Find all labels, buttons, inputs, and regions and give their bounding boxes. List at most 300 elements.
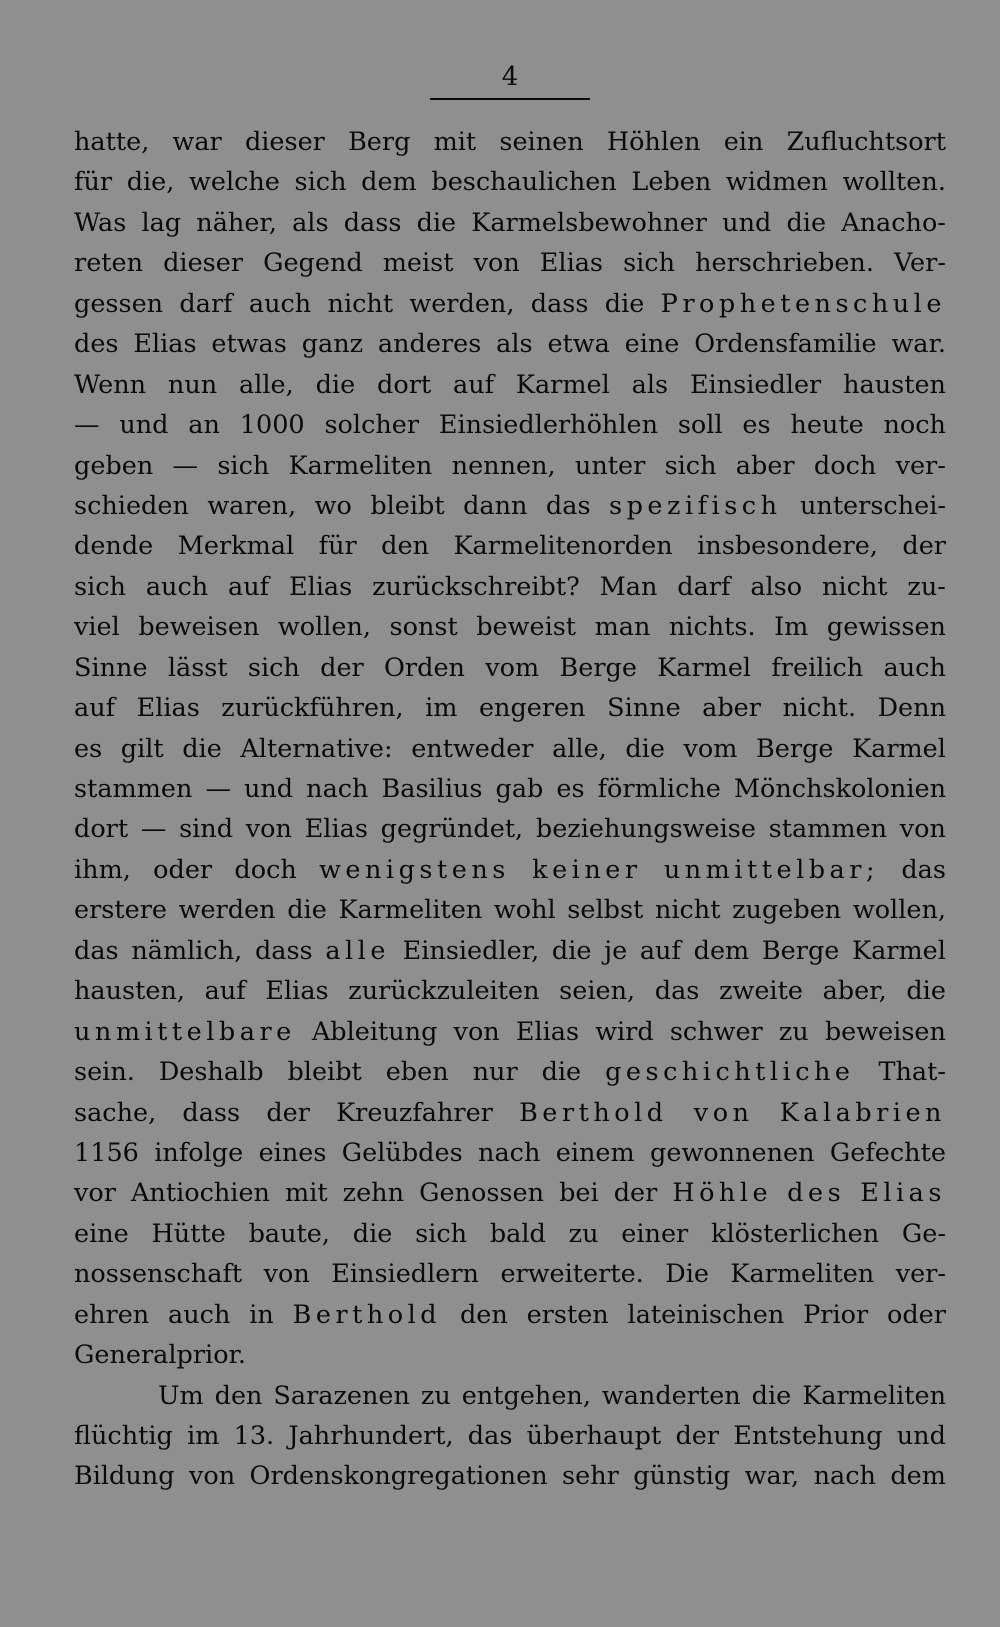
word: soll	[677, 410, 723, 441]
word: eine	[74, 1218, 129, 1249]
word: Karmelsbewohner	[471, 207, 707, 238]
word: Merkmal	[177, 531, 295, 562]
text-line	[74, 1254, 946, 1294]
word: Karmel	[657, 652, 752, 683]
word: die	[541, 1057, 582, 1088]
word: bei	[559, 1178, 599, 1209]
word: noch	[883, 410, 946, 441]
word: man	[594, 612, 651, 643]
word: wollen,	[852, 895, 946, 926]
word: dem	[693, 935, 750, 966]
word: zu	[420, 1380, 451, 1411]
word: geschichtliche	[605, 1057, 855, 1088]
word: erstere	[74, 895, 167, 926]
word: alle	[325, 935, 390, 966]
word: Ver-	[893, 248, 946, 279]
word: oder	[886, 1299, 946, 1330]
word: Um	[158, 1380, 204, 1411]
word: nennen,	[451, 450, 556, 481]
word: Karmeliten	[802, 1380, 946, 1411]
word: von	[899, 814, 946, 845]
word: der	[320, 652, 364, 683]
word: insbesondere,	[697, 531, 878, 562]
word: Ableitung	[311, 1016, 438, 1047]
text-line	[74, 1052, 946, 1092]
word: Karmelitenorden	[453, 531, 673, 562]
word: wohl	[493, 895, 556, 926]
word: auf	[453, 369, 495, 400]
word: sind	[179, 814, 234, 845]
word: in	[249, 1299, 274, 1330]
word: den	[381, 531, 430, 562]
word: dann	[463, 490, 528, 521]
word: sich	[74, 571, 126, 602]
word: auf	[204, 976, 246, 1007]
word: alle,	[552, 733, 607, 764]
text-line	[74, 243, 946, 283]
word: Ordenskongregationen	[249, 1461, 548, 1492]
text-line	[74, 931, 946, 971]
word: Generalprior.	[74, 1340, 247, 1371]
word: die	[625, 733, 665, 764]
word: Elias	[860, 1178, 946, 1209]
word: unmittelbare	[74, 1016, 296, 1047]
word: Gelübdes	[341, 1137, 463, 1168]
word: sich	[623, 248, 676, 279]
word: 1000	[239, 410, 305, 441]
word: darf	[677, 571, 731, 602]
word: aber	[702, 693, 761, 724]
word: Sarazenen	[273, 1380, 410, 1411]
word: sich	[415, 1218, 468, 1249]
text-line	[74, 1173, 946, 1213]
word: Gefechte	[829, 1137, 946, 1168]
word: dass	[182, 1097, 241, 1128]
word: keiner	[532, 854, 642, 885]
word: etwas	[211, 329, 287, 360]
word: die	[786, 207, 827, 238]
word: Genossen	[419, 1178, 545, 1209]
word: zweite	[719, 976, 803, 1007]
word: auch	[145, 571, 209, 602]
word: wollen,	[277, 612, 372, 643]
word: ganz	[301, 329, 364, 360]
text-line	[74, 1214, 946, 1254]
text-line	[74, 971, 946, 1011]
word: Höhlen	[606, 127, 701, 157]
word: auf	[228, 571, 270, 602]
word: ver-	[895, 450, 946, 481]
word: werden,	[409, 288, 515, 319]
word: die	[416, 207, 457, 238]
word: Höhle	[672, 1178, 773, 1209]
word: von	[693, 1097, 754, 1128]
word: näher,	[196, 207, 277, 238]
word: günstig	[633, 1461, 731, 1492]
text-line	[74, 1456, 946, 1496]
word: es	[556, 774, 585, 804]
word: als	[631, 369, 669, 400]
word: dende	[74, 531, 154, 562]
word: gessen	[74, 288, 164, 319]
word: zurückschreibt?	[372, 571, 580, 602]
text-line	[74, 850, 946, 890]
word: bleibt	[370, 490, 445, 521]
word: doch	[813, 450, 877, 481]
word: Deshalb	[158, 1057, 264, 1088]
word: nicht.	[782, 693, 857, 724]
word: Man	[599, 571, 658, 602]
word: Ge-	[901, 1218, 946, 1249]
text-line	[74, 1012, 946, 1052]
word: hausten	[843, 369, 946, 400]
word: Berg	[348, 127, 411, 157]
word: Antiochien	[131, 1178, 270, 1209]
word: und	[119, 410, 169, 441]
text-line	[74, 1335, 946, 1375]
word: Jahrhundert,	[288, 1421, 454, 1451]
word: von	[263, 1259, 310, 1290]
word: von	[453, 1016, 500, 1047]
word: solcher	[324, 410, 420, 441]
word: Elias	[265, 976, 329, 1007]
word: darf	[179, 288, 233, 319]
word: stammen	[768, 814, 888, 845]
word: unterschei-	[799, 490, 946, 521]
word: Einsiedler,	[402, 935, 540, 966]
text-line	[74, 526, 946, 566]
word: sein.	[74, 1057, 135, 1088]
word: nichts.	[668, 612, 756, 643]
word: das	[74, 935, 119, 966]
word: die	[315, 369, 356, 400]
text-line	[74, 203, 946, 243]
word: seien,	[559, 976, 636, 1007]
word: sich	[664, 450, 717, 481]
word: beweist	[476, 612, 577, 643]
word: die	[182, 733, 222, 764]
word: von	[245, 814, 292, 845]
text-line	[74, 365, 946, 405]
word: —	[205, 774, 231, 804]
word: Elias	[289, 571, 353, 602]
text-line	[74, 284, 946, 324]
text-line	[74, 1295, 946, 1335]
word: entweder	[411, 733, 534, 764]
page-number: 4	[501, 62, 519, 92]
word: Elias	[133, 329, 197, 360]
word: zu-	[907, 571, 946, 602]
text-line	[74, 809, 946, 849]
word: als	[496, 329, 533, 360]
word: beziehungsweise	[535, 814, 756, 845]
header-rule	[430, 98, 590, 100]
word: Die	[665, 1259, 709, 1290]
word: dort	[74, 814, 129, 845]
word: den	[214, 1380, 263, 1411]
word: Was	[74, 207, 127, 238]
word: Anacho-	[841, 207, 946, 238]
text-line	[74, 162, 946, 202]
word: nicht	[654, 895, 721, 926]
word: der	[675, 1421, 720, 1451]
word: Berge	[756, 733, 834, 764]
word: das	[901, 854, 946, 885]
word: gewonnenen	[650, 1137, 815, 1168]
word: Alternative:	[240, 733, 393, 764]
word: Leben	[631, 167, 712, 198]
word: Mönchskolonien	[733, 774, 946, 804]
text-line	[74, 729, 946, 769]
word: nur	[472, 1057, 518, 1088]
word: alle,	[239, 369, 294, 400]
word: ehren	[74, 1299, 150, 1330]
word: auch	[883, 652, 946, 683]
word: an	[188, 410, 220, 441]
word: dort	[377, 369, 432, 400]
word: sache,	[74, 1097, 157, 1128]
word: geben	[74, 450, 154, 481]
word: reten	[74, 248, 144, 279]
word: der	[613, 1178, 658, 1209]
word: auf	[639, 935, 681, 966]
word: baute,	[248, 1218, 330, 1249]
word: spezifisch	[609, 490, 782, 521]
body-text	[74, 122, 946, 1497]
word: die	[352, 1218, 393, 1249]
word: waren,	[207, 490, 297, 521]
text-line	[74, 486, 946, 526]
word: des	[787, 1178, 846, 1209]
word: Ordensfamilie	[694, 329, 877, 360]
word: nun	[167, 369, 218, 400]
word: herschrieben.	[695, 248, 874, 279]
word: wanderten	[601, 1380, 741, 1411]
word: dieser	[163, 248, 244, 279]
word: 13.	[233, 1421, 275, 1451]
word: Berge	[761, 935, 840, 966]
word: vom	[683, 733, 738, 764]
word: also	[750, 571, 803, 602]
word: von	[188, 1461, 236, 1492]
word: selbst	[567, 895, 644, 926]
word: auch	[168, 1299, 231, 1330]
word: etwa	[547, 329, 610, 360]
word: der	[266, 1097, 310, 1128]
word: Elias	[539, 248, 604, 279]
word: wo	[314, 490, 352, 521]
word: schieden	[74, 490, 189, 521]
word: aber,	[822, 976, 887, 1007]
word: Karmeliten	[288, 450, 433, 481]
word: Wenn	[74, 369, 147, 400]
word: eben	[385, 1057, 449, 1088]
word: dieser	[244, 127, 325, 157]
word: ersten	[526, 1299, 609, 1330]
word: nicht	[327, 288, 394, 319]
word: That-	[878, 1057, 946, 1088]
word: dass	[254, 935, 313, 966]
word: seinen	[499, 127, 584, 157]
word: Karmeliten	[338, 895, 483, 926]
word: dem	[361, 167, 417, 198]
word: gab	[495, 774, 544, 804]
word: viel	[74, 612, 120, 643]
word: eines	[258, 1137, 327, 1168]
word: dem	[890, 1461, 946, 1492]
word: Einsiedlerhöhlen	[438, 410, 659, 441]
word: nämlich,	[131, 935, 243, 966]
word: gewissen	[826, 612, 946, 643]
text-line	[74, 648, 946, 688]
word: beschaulichen	[431, 167, 617, 198]
word: sich	[294, 167, 347, 198]
text-line	[74, 890, 946, 930]
text-line	[74, 1133, 946, 1173]
word: Entstehung	[733, 1421, 883, 1451]
word: Karmel	[852, 935, 946, 966]
word: das	[545, 490, 591, 521]
word: entgehen,	[461, 1380, 591, 1411]
word: die	[906, 976, 946, 1007]
text-line	[74, 1093, 946, 1133]
word: war,	[744, 1461, 800, 1492]
word: Elias	[136, 693, 200, 724]
word: Orden	[384, 652, 465, 683]
word: Berthold	[292, 1299, 442, 1330]
word: Prophetenschule	[660, 288, 946, 319]
word: mit	[285, 1178, 328, 1209]
word: widmen	[725, 167, 828, 198]
word: es	[74, 733, 103, 764]
word: lässt	[167, 652, 228, 683]
word: das	[467, 1421, 513, 1451]
word: erweiterte.	[500, 1259, 644, 1290]
word: dass	[530, 288, 589, 319]
word: gegründet,	[380, 814, 524, 845]
word: überhaupt	[526, 1421, 662, 1451]
word: gilt	[120, 733, 164, 764]
word: und	[243, 774, 294, 804]
word: nach	[306, 774, 369, 804]
word: welche	[189, 167, 280, 198]
word: Basilius	[381, 774, 483, 804]
word: Bildung	[74, 1461, 175, 1492]
word: der	[902, 531, 946, 562]
text-line	[74, 607, 946, 647]
word: ver-	[895, 1259, 946, 1290]
word: einer	[621, 1218, 689, 1249]
word: einem	[555, 1137, 635, 1168]
word: die	[604, 288, 645, 319]
word: im	[187, 1421, 220, 1451]
word: Zufluchtsort	[786, 127, 946, 157]
word: —	[140, 814, 167, 845]
word: —	[74, 410, 100, 441]
word: Hütte	[151, 1218, 226, 1249]
word: Karmel	[515, 369, 610, 400]
word: infolge	[154, 1137, 244, 1168]
word: zu	[778, 1016, 809, 1047]
word: anderes	[377, 329, 482, 360]
word: Gegend	[263, 248, 363, 279]
word: ein	[723, 127, 764, 157]
word: wird	[595, 1016, 654, 1047]
word: wenigstens	[319, 854, 510, 885]
word: mit	[433, 127, 477, 157]
word: die	[551, 935, 592, 966]
word: flüchtig	[74, 1421, 173, 1451]
word: nossenschaft	[74, 1259, 243, 1290]
word: für	[318, 531, 357, 562]
word: zurückführen,	[221, 693, 404, 724]
word: des	[74, 329, 119, 360]
word: bleibt	[287, 1057, 362, 1088]
word: war	[172, 127, 222, 157]
word: lag	[141, 207, 182, 238]
word: und	[896, 1421, 946, 1451]
text-line	[74, 405, 946, 445]
word: sich	[247, 652, 300, 683]
word: meist	[382, 248, 454, 279]
word: zugeben	[732, 895, 842, 926]
word: den	[459, 1299, 508, 1330]
word: zurückzuleiten	[348, 976, 540, 1007]
word: schwer	[669, 1016, 763, 1047]
word: Karmel	[852, 733, 946, 764]
word: Sinne	[74, 652, 148, 683]
word: von	[473, 248, 520, 279]
word: nicht	[821, 571, 888, 602]
word: Prior	[803, 1299, 869, 1330]
word: als	[292, 207, 329, 238]
word: unter	[574, 450, 646, 481]
word: Elias	[515, 1016, 580, 1047]
word: stammen	[74, 774, 193, 804]
word: auch	[248, 288, 312, 319]
word: Karmeliten	[730, 1259, 875, 1290]
word: es	[742, 410, 771, 441]
word: zu	[568, 1218, 599, 1249]
word: war.	[891, 329, 946, 360]
word: Sinne	[607, 693, 681, 724]
word: wollten.	[842, 167, 946, 198]
text-line	[74, 446, 946, 486]
word: beweisen	[824, 1016, 946, 1047]
word: sich	[217, 450, 270, 481]
word: sonst	[389, 612, 458, 643]
word: die,	[126, 167, 175, 198]
word: dass	[343, 207, 402, 238]
word: nach	[478, 1137, 541, 1168]
word: eine	[624, 329, 680, 360]
text-line	[74, 769, 946, 809]
word: je	[604, 935, 628, 966]
word: sehr	[562, 1461, 619, 1492]
word: die	[751, 1380, 792, 1411]
word: —	[172, 450, 199, 481]
word: klösterlichen	[711, 1218, 880, 1249]
word: und	[722, 207, 772, 238]
word: lateinischen	[627, 1299, 785, 1330]
word: oder	[153, 854, 213, 885]
word: Denn	[877, 693, 946, 724]
word: Kreuzfahrer	[336, 1097, 493, 1128]
word: vom	[485, 652, 540, 683]
word: im	[425, 693, 458, 724]
word: ihm,	[74, 854, 131, 885]
word: 1156	[74, 1137, 139, 1168]
